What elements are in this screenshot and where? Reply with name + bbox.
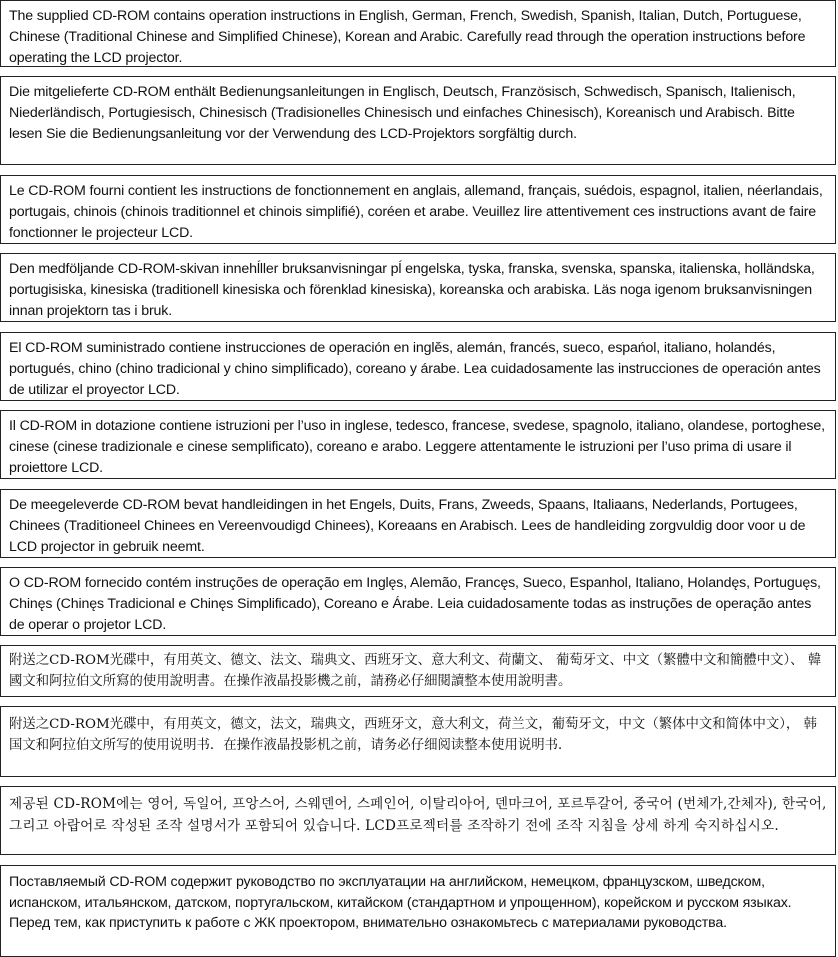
- notice-german: [0, 76, 836, 165]
- notice-dutch: [0, 489, 836, 558]
- notice-text: Поставляемый CD-ROM содержит руководство по эксплуатации на английском, немецком, французском, шведском, испанском, итальянском, датском, португальском, китайском (стандартном и упрощенном), корейском и русском языках. Перед тем, как приступить к работе с ЖК проектором, внимательно ознакомьтесь с материалами руководства.: [9, 874, 792, 931]
- notice-english: [0, 0, 836, 67]
- notice-simplified-chinese: [0, 706, 836, 777]
- notice-text: Die mitgelieferte CD-ROM enthält Bedienungsanleitungen in Englisch, Deutsch, Französisch, Schwedisch, Spanisch, Italienisch, Niederländisch, Portugiesisch, Chinesisch (Tradisionelles Chinesisch und einfaches Chinesisch), Koreanisch und Arabisch. Bitte lesen Sie die Bedienungsanleitung vor der Verwendung des LCD-Projektors sorgfältig durch.: [9, 84, 796, 142]
- notice-portuguese: [0, 567, 836, 636]
- notice-text: 제공된 CD-ROM에는 영어, 독일어, 프앙스어, 스웨덴어, 스페인어, 이탈리아어, 덴마크어, 포르투갈어, 중국어 (번체가,간체자), 한국어, 그리고 아랍어로 작성된 조작 설명서가 포함되어 있습니다. LCD프로젝터를 조작하기 전에 조작 지침을 상세 하게 숙지하십시오.: [9, 796, 827, 834]
- notice-spanish: [0, 332, 836, 401]
- notice-text: El CD-ROM suministrado contiene instrucciones de operación en inglĕs, alemán, francés, sueco, espańol, italiano, holandés, portugués, chino (chino tradicional y chino simplificado), coreano y árabe. Lea cuidadosamente las instrucciones de operación antes de utilizar el proyector LCD.: [9, 340, 821, 398]
- notice-french: [0, 175, 836, 244]
- notice-traditional-chinese: [0, 645, 836, 697]
- notice-text: 附送之CD-ROM光碟中，有用英文，德文，法文，瑞典文，西班牙文，意大利文，荷兰文，葡萄牙文，中文（繁体中文和简体中文）， 韩国文和阿拉伯文所写的使用说明书．在操作液晶投影机之前，请务必仔细阅读整本使用说明书．: [9, 717, 817, 753]
- notice-text: The supplied CD-ROM contains operation instructions in English, German, French, Swedish, Spanish, Italian, Dutch, Portuguese, Chinese (Traditional Chinese and Simplified Chinese), Korean and Arabic. Carefully read through the operation instructions before operating the LCD projector.: [9, 8, 806, 66]
- notice-text: 附送之CD-ROM光碟中，有用英文、德文、法文、瑞典文、西班牙文、意大利文、荷蘭文、 葡萄牙文、中文（繁體中文和簡體中文）、 韓國文和阿拉伯文所寫的使用說明書。在操作液晶投影機之前，請務必仔細閱讀整本使用說明書。: [9, 653, 822, 689]
- notice-russian: [0, 865, 836, 957]
- notice-text: Le CD-ROM fourni contient les instructions de fonctionnement en anglais, allemand, français, suédois, espagnol, italien, néerlandais, portugais, chinois (chinois traditionnel et chinois simplifié), coréen et arabe. Veuillez lire attentivement ces instructions avant de faire fonctionner le projecteur LCD.: [9, 183, 823, 241]
- notice-swedish: [0, 253, 836, 322]
- notice-text: De meegeleverde CD-ROM bevat handleidingen in het Engels, Duits, Frans, Zweeds, Spaans, Italiaans, Nederlands, Portugees, Chinees (Traditioneel Chinees en Vereenvoudigd Chinees), Koreaans en Arabisch. Lees de handleiding zorgvuldig door voor u de LCD projector in gebruik neemt.: [9, 497, 806, 555]
- notice-text: O CD-ROM fornecido contém instruções de operação em Inglęs, Alemão, Francęs, Sueco, Espanhol, Italiano, Holandęs, Portuguęs, Chinęs (Chinęs Tradicional e Chinęs Simplificado), Coreano e Árabe. Leia cuidadosamente todas as instruções de operação antes de operar o projetor LCD.: [9, 575, 821, 633]
- notice-italian: [0, 410, 836, 479]
- notice-korean: [0, 786, 836, 855]
- notice-text: Den medföljande CD-ROM-skivan innehĺller bruksanvisningar pĺ engelska, tyska, franska, svenska, spanska, italienska, holländska, portugisiska, kinesiska (traditionell kinesiska och förenklad kinesiska), koreanska och arabiska. Läs noga igenom bruksanvisningen innan projektorn tas i bruk.: [9, 261, 815, 319]
- notice-text: Il CD-ROM in dotazione contiene istruzioni per l’uso in inglese, tedesco, francese, svedese, spagnolo, italiano, olandese, portoghese, cinese (cinese tradizionale e cinese semplificato), coreano e arabo. Leggere attentamente le istruzioni per l’uso prima di usare il proiettore LCD.: [9, 418, 825, 476]
